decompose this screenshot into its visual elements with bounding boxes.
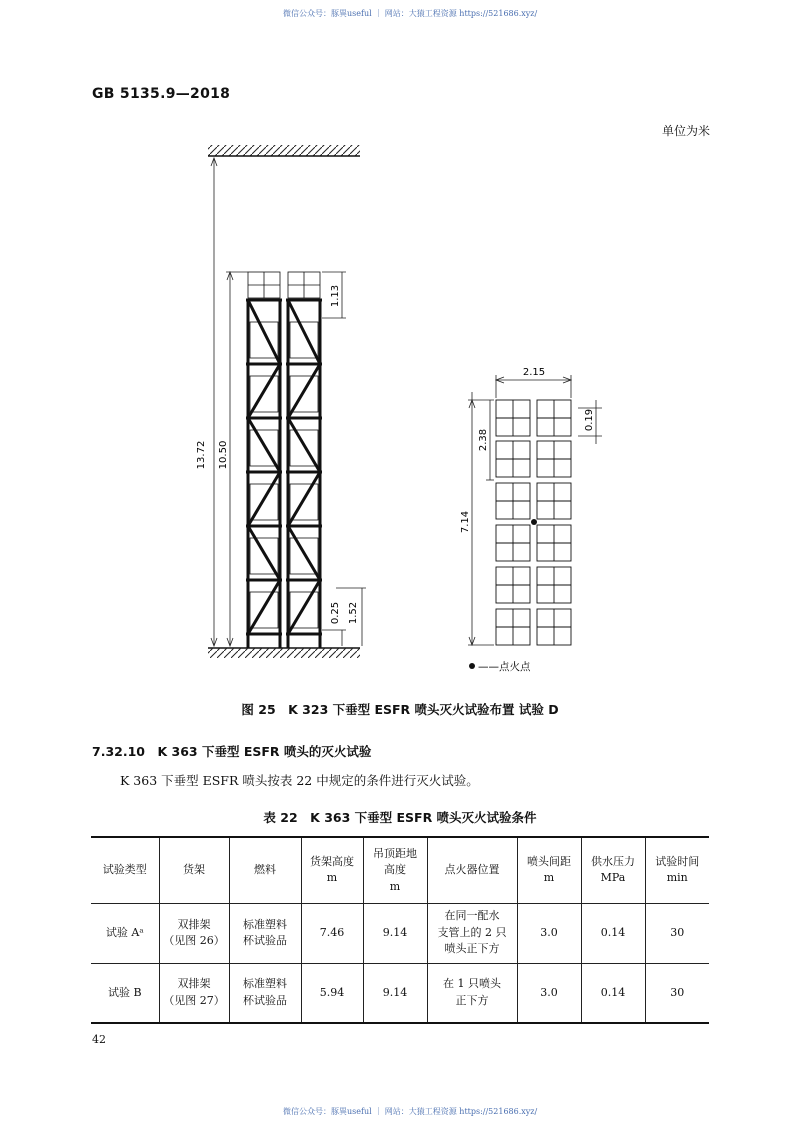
table-row <box>91 903 709 963</box>
ignition-point-marker <box>531 519 537 525</box>
watermark-top: 微信公众号：豚異useful ｜ 网站：大猿工程资源 https://521686.xyz/ <box>283 9 538 18</box>
plan-dimension-lines <box>468 375 602 645</box>
table-cell: 30 <box>645 963 709 1023</box>
table-cell: 3.0 <box>517 963 581 1023</box>
table-cell: 标准塑料 杯试验品 <box>229 963 301 1023</box>
ceiling <box>208 145 360 156</box>
table-cell: 5.94 <box>301 963 363 1023</box>
legend-ignition-icon <box>469 663 475 669</box>
table-cell: 30 <box>645 903 709 963</box>
header-cell: 供水压力 MPa <box>581 837 645 903</box>
dim-flue: 0.19 <box>584 408 595 432</box>
table-cell: 双排架 （见图 26） <box>159 903 229 963</box>
floor <box>208 648 360 658</box>
header-cell: 货架 <box>159 837 229 903</box>
dim-plan-width: 2.15 <box>522 367 546 378</box>
table-cell: 9.14 <box>363 963 427 1023</box>
table-cell: 0.14 <box>581 963 645 1023</box>
section-paragraph: K 363 下垂型 ESFR 喷头按表 22 中规定的条件进行灭火试验。 <box>120 773 479 788</box>
rack-elevation <box>246 272 322 648</box>
legend-ignition-label: ——点火点 <box>478 661 531 673</box>
header-cell: 点火器位置 <box>427 837 517 903</box>
table-caption: 表 22 K 363 下垂型 ESFR 喷头灭火试验条件 <box>263 810 537 825</box>
header-cell: 货架高度 m <box>301 837 363 903</box>
table-header-row <box>91 837 709 903</box>
table-cell: 双排架 （见图 27） <box>159 963 229 1023</box>
dim-top-tier: 1.13 <box>330 284 341 308</box>
header-cell: 试验时间 min <box>645 837 709 903</box>
figure-caption: 图 25 K 323 下垂型 ESFR 喷头灭火试验布置 试验 D <box>241 702 559 717</box>
table-cell: 9.14 <box>363 903 427 963</box>
dim-bottom-tier: 1.52 <box>348 601 359 625</box>
table-cell: 标准塑料 杯试验品 <box>229 903 301 963</box>
page-number: 42 <box>92 1033 106 1046</box>
watermark-bottom: 微信公众号：豚異useful ｜ 网站：大猿工程资源 https://521686.xyz/ <box>283 1107 538 1116</box>
table-cell: 在同一配水 支管上的 2 只 喷头正下方 <box>427 903 517 963</box>
header-cell: 试验类型 <box>91 837 159 903</box>
dim-depth-total: 7.14 <box>460 510 471 534</box>
header-cell: 燃料 <box>229 837 301 903</box>
dim-depth-top: 2.38 <box>478 428 489 452</box>
table-cell: 试验 Aᵃ <box>91 903 159 963</box>
table-cell: 在 1 只喷头 正下方 <box>427 963 517 1023</box>
table-cell: 试验 B <box>91 963 159 1023</box>
dim-total-height: 13.72 <box>196 440 207 470</box>
section-heading: 7.32.10 K 363 下垂型 ESFR 喷头的灭火试验 <box>92 744 372 759</box>
header-cell: 喷头间距 m <box>517 837 581 903</box>
standard-code: GB 5135.9—2018 <box>92 86 231 102</box>
test-conditions-table <box>91 836 709 1024</box>
table-cell: 0.14 <box>581 903 645 963</box>
unit-note: 单位为米 <box>662 124 711 138</box>
dim-rack-height: 10.50 <box>218 440 229 470</box>
table-cell: 7.46 <box>301 903 363 963</box>
dim-floor-gap: 0.25 <box>330 601 341 625</box>
table-cell: 3.0 <box>517 903 581 963</box>
header-cell: 吊顶距地 高度 m <box>363 837 427 903</box>
table-row <box>91 963 709 1023</box>
